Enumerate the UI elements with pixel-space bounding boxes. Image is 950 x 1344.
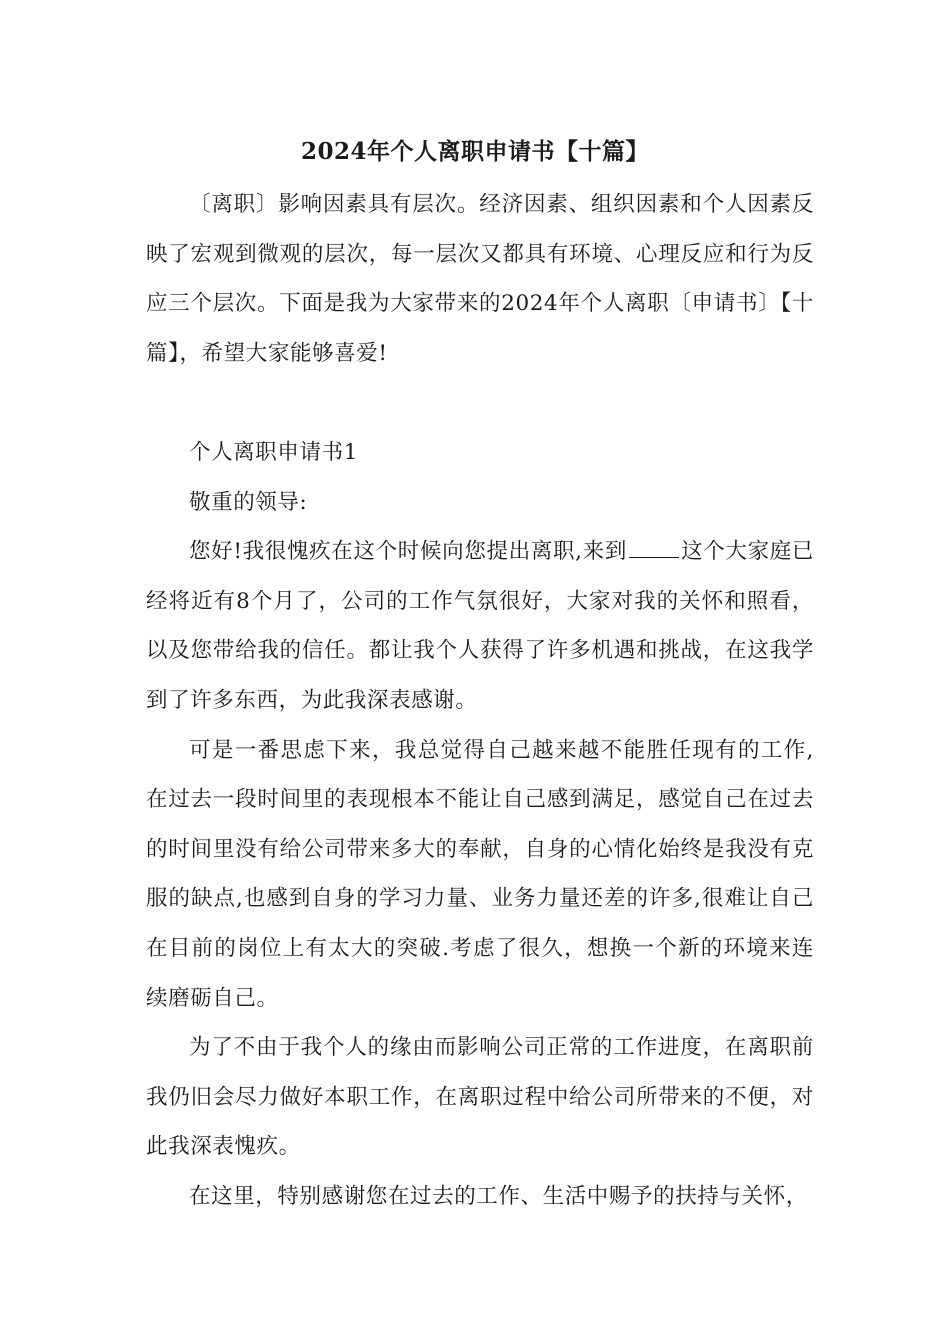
body-paragraph-3: 为了不由于我个人的缘由而影响公司正常的工作进度，在离职前我仍旧会尽力做好本职工作，在离职过程中给公司所带来的不便，对此我深表愧疚。 — [146, 1035, 814, 1160]
salutation: 敬重的领导: — [189, 489, 308, 515]
paragraph-1-text-start: 您好!我很愧疚在这个时候向您提出离职,来到 — [189, 539, 627, 565]
document-title: 2024年个人离职申请书【十篇】 — [300, 138, 649, 165]
intro-paragraph: 〔离职〕影响因素具有层次。经济因素、组织因素和个人因素反映了宏观到微观的层次，每一层次又都具有环境、心理反应和行为反应三个层次。下面是我为大家带来的2024年个人离职〔申请书〕【十篇】，希望大家能够喜爱! — [146, 192, 814, 366]
body-paragraph-4: 在这里，特别感谢您在过去的工作、生活中赐予的扶持与关怀， — [189, 1183, 808, 1209]
body-paragraph-1 — [146, 527, 814, 725]
paragraph-gap — [146, 378, 814, 428]
paragraph-1-text-end: 这个大家庭已经将近有8个月了，公司的工作气氛很好，大家对我的关怀和照看，以及您带给我的信任。都让我个人获得了许多机遇和挑战，在这我学到了许多东西，为此我深表感谢。 — [146, 539, 815, 713]
body-paragraph-2: 可是一番思虑下来，我总觉得自己越来越不能胜任现有的工作,在过去一段时间里的表现根本不能让自己感到满足，感觉自己在过去的时间里没有给公司带来多大的奉献，自身的心情化始终是我没有克服的缺点,也感到自身的学习力量、业务力量还差的许多,很难让自己在目前的岗位上有太大的突破.考虑了很久，想换一个新的环境来连续磨砺自己。 — [146, 737, 814, 1011]
document-body — [146, 180, 814, 1221]
fill-in-blank — [629, 539, 679, 558]
section-heading: 个人离职申请书1 — [189, 439, 358, 465]
